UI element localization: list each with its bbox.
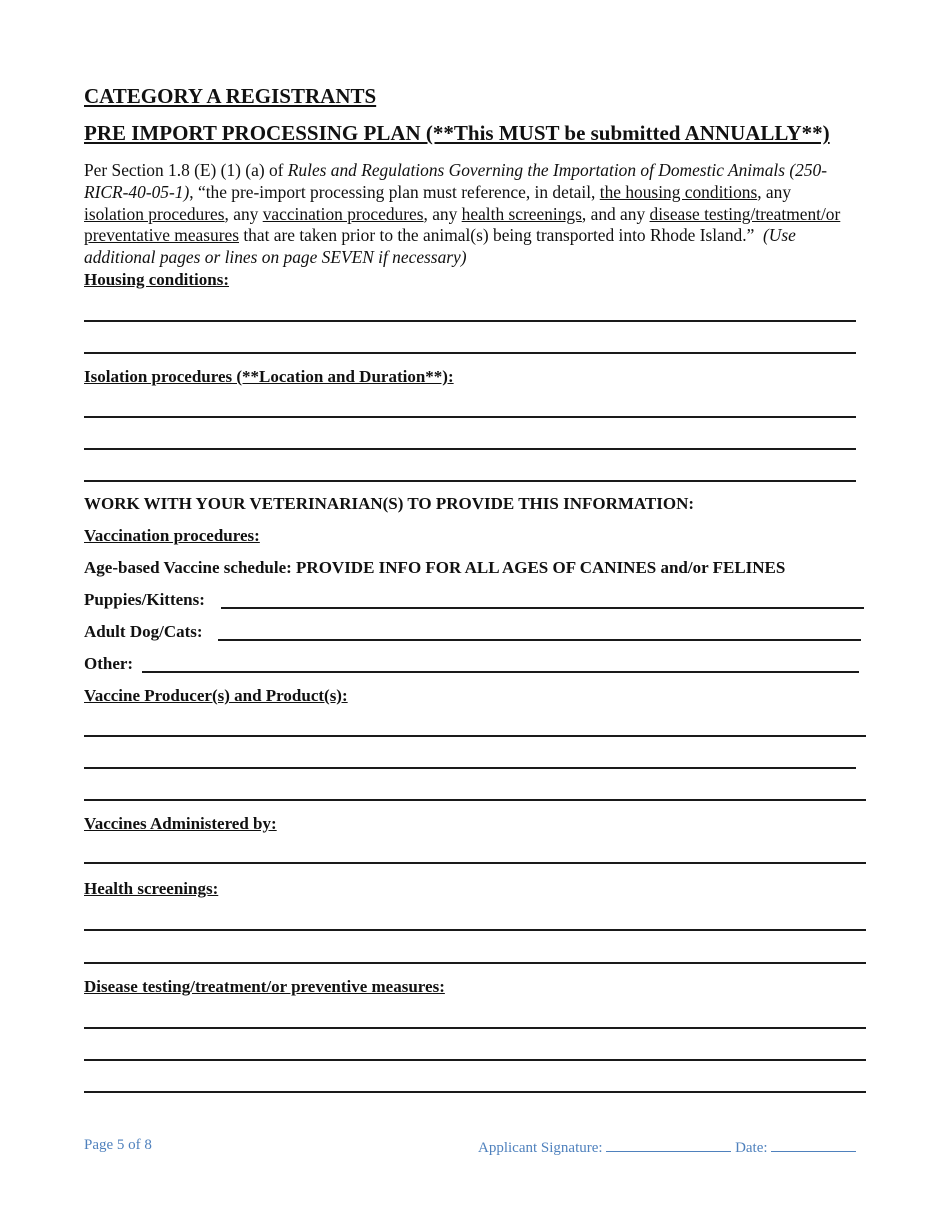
isolation-line-2[interactable] <box>84 448 856 450</box>
administered-line[interactable] <box>84 862 866 864</box>
vaccination-ref: vaccination procedures <box>262 203 424 224</box>
rules-title: Rules and Regulations Governing the Importation of Domestic Animals (250-RICR-40-05-1) <box>84 160 828 202</box>
work-with-vet-heading: WORK WITH YOUR VETERINARIAN(S) TO PROVIDE THIS INFORMATION: <box>84 494 695 513</box>
plan-title: PRE IMPORT PROCESSING PLAN (**This MUST be submitted ANNUALLY**) <box>84 121 830 145</box>
health-label: Health screenings: <box>84 879 219 898</box>
disease-line-3[interactable] <box>84 1091 866 1093</box>
disease-line-2[interactable] <box>84 1059 866 1061</box>
health-line-1[interactable] <box>84 929 866 931</box>
adults-label: Adult Dog/Cats: <box>84 622 203 641</box>
health-line-2[interactable] <box>84 962 866 964</box>
signature-footer <box>478 1137 856 1157</box>
disease-ref: disease testing/treatment/or preventative measures <box>84 203 841 246</box>
disease-label: Disease testing/treatment/or preventive measures: <box>84 977 445 996</box>
producers-line-1[interactable] <box>84 735 866 737</box>
housing-line-2[interactable] <box>84 352 856 354</box>
page-number: Page 5 of 8 <box>84 1137 152 1153</box>
date-label: Date: <box>735 1140 768 1156</box>
other-line[interactable] <box>142 671 859 673</box>
isolation-line-1[interactable] <box>84 416 856 418</box>
puppies-line[interactable] <box>221 607 864 609</box>
signature-line[interactable] <box>606 1137 731 1152</box>
housing-ref: the housing conditions <box>599 181 758 202</box>
disease-line-1[interactable] <box>84 1027 866 1029</box>
puppies-label: Puppies/Kittens: <box>84 590 205 609</box>
isolation-label: Isolation procedures (**Location and Duration**): <box>84 367 454 386</box>
intro-paragraph: Per Section 1.8 (E) (1) (a) of Rules and Regulations Governing the Importation of Domestic Animals (250-RICR-40-05-1), “the pre-import processing plan must reference, in detail, the housing conditions, any isolation procedures, any vaccination procedures, any health screenings, and any disease testing/treatment/or preventative measures that are taken prior to the animal(s) being transported into Rhode Island.” (Use additional pages or lines on page SEVEN if necessary) <box>84 160 841 268</box>
health-ref: health screenings <box>461 203 582 224</box>
signature-label: Applicant Signature: <box>478 1140 603 1156</box>
additional-pages-note: (Use additional pages or lines on page SEVEN if necessary) <box>84 225 796 268</box>
category-title: CATEGORY A REGISTRANTS <box>84 84 377 108</box>
other-label: Other: <box>84 654 134 673</box>
form-page <box>84 0 866 1230</box>
adults-line[interactable] <box>218 639 861 641</box>
administered-label: Vaccines Administered by: <box>84 814 277 833</box>
vaccination-label: Vaccination procedures: <box>84 526 260 545</box>
isolation-line-3[interactable] <box>84 480 856 482</box>
producers-line-3[interactable] <box>84 799 866 801</box>
producers-label: Vaccine Producer(s) and Product(s): <box>84 686 348 705</box>
date-line[interactable] <box>771 1137 856 1152</box>
isolation-ref: isolation procedures <box>84 203 225 224</box>
age-schedule-label: Age-based Vaccine schedule: PROVIDE INFO FOR ALL AGES OF CANINES and/or FELINES <box>84 558 786 577</box>
producers-line-2[interactable] <box>84 767 856 769</box>
housing-label: Housing conditions: <box>84 270 230 289</box>
housing-line-1[interactable] <box>84 320 856 322</box>
